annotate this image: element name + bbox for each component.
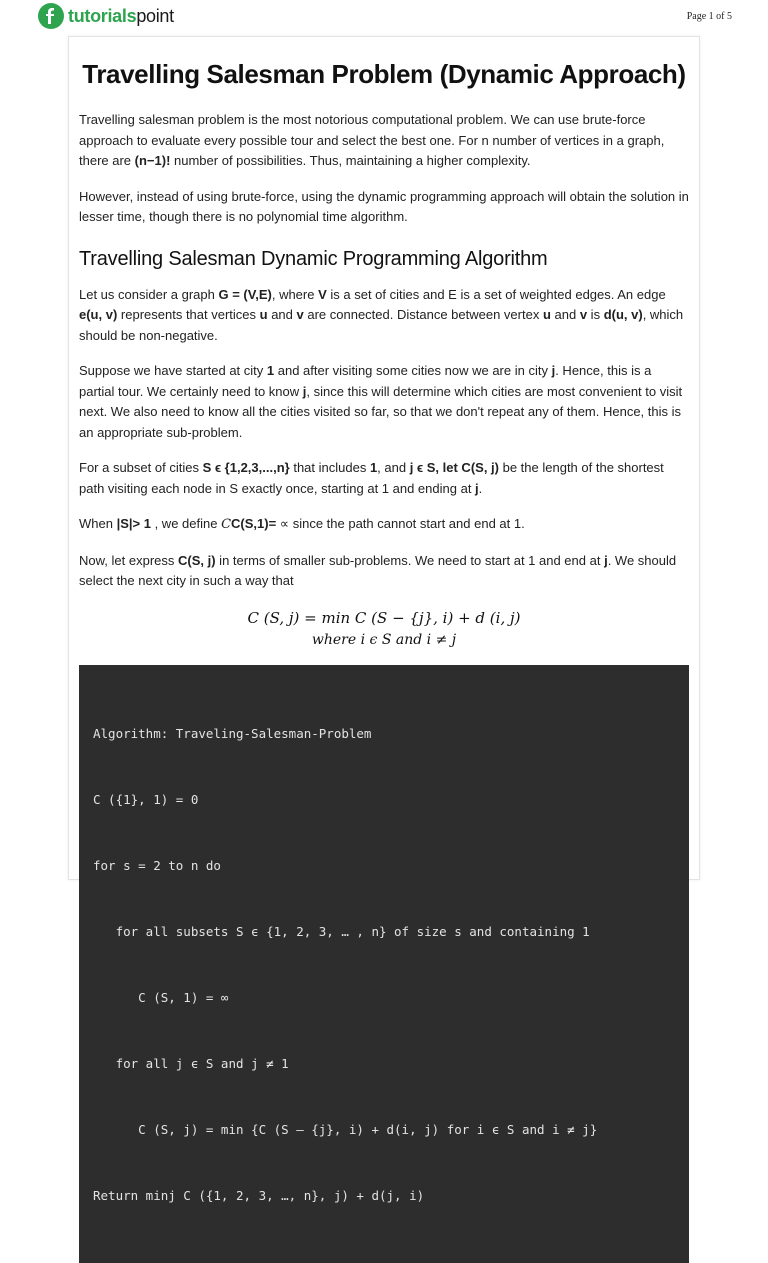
code-line: Algorithm: Traveling-Salesman-Problem <box>93 725 372 741</box>
text: is a set of cities and E is a set of weighted edges. An edge <box>326 286 666 302</box>
paragraph-intro-1 <box>79 110 689 172</box>
logo-text <box>68 6 174 27</box>
text-bold: |S|> 1 <box>116 516 151 531</box>
code-line: C (S, 1) = ∞ <box>93 989 229 1005</box>
code-line: C (S, j) = min {C (S – {j}, i) + d(i, j) for i ϵ S and i ≠ j} <box>93 1121 598 1137</box>
formula-line-1: C (S, j) = min C (S − {j}, i) + d (i, j) <box>247 608 521 627</box>
section-heading: Travelling Salesman Dynamic Programming Algorithm <box>79 247 548 270</box>
text-italic: C <box>221 517 232 532</box>
text: in terms of smaller sub-problems. We need to start at 1 and end at <box>215 552 605 568</box>
text: , where <box>271 286 319 302</box>
text-bold: C(S, j) <box>178 552 216 568</box>
text: represents that vertices <box>117 307 260 322</box>
text: Travelling salesman problem is the most notorious computational problem. We can use brute-force approach to evaluate every possible tour and select the best one. For n number of vertices in a graph, there are <box>79 112 665 168</box>
text-bold: j <box>302 383 307 399</box>
page-indicator: Page 1 of 5 <box>686 11 732 22</box>
text-bold: j <box>551 363 556 378</box>
article-title: Travelling Salesman Problem (Dynamic Approach) <box>82 59 686 89</box>
text: , which should be non-negative. <box>79 307 684 343</box>
article-card <box>68 36 700 1203</box>
text-bold: e(u, v) <box>79 307 118 322</box>
text: When <box>79 516 117 531</box>
text-bold: G = (V,E) <box>218 286 272 302</box>
paragraph-base-case <box>79 514 689 536</box>
text: . We should select the next city in such a way that <box>79 552 677 588</box>
tutorialspoint-logo[interactable] <box>38 3 174 29</box>
text-bold: j <box>604 552 608 568</box>
text-bold: v <box>579 307 588 322</box>
text: is <box>587 307 604 322</box>
text: . <box>478 480 483 496</box>
code-line: for s = 2 to n do <box>93 857 221 873</box>
text-bold: V <box>318 286 327 302</box>
paragraph-graph-definition <box>79 285 689 347</box>
code-line: Return minj C ({1, 2, 3, …, n}, j) + d(j, i) <box>93 1187 425 1203</box>
text-bold: S ϵ {1,2,3,...,n} <box>202 460 290 475</box>
text-bold: j <box>475 480 479 496</box>
code-block[interactable] <box>79 665 689 1263</box>
text: and after visiting some cities now we are in city <box>274 363 552 378</box>
page-header <box>0 0 768 34</box>
text-bold: C(S,1)= <box>231 516 277 531</box>
text: be the length of the shortest path visiting each node in S exactly once, starting at 1 and ending at <box>79 460 664 496</box>
text: . Hence, this is a partial tour. We certainly need to know <box>79 363 652 399</box>
text: number of possibilities. Thus, maintaining a higher complexity. <box>170 153 531 168</box>
paragraph-subset-definition <box>79 458 689 499</box>
paragraph-intro-2: However, instead of using brute-force, using the dynamic programming approach will obtain the solution in lesser time, though there is no polynomial time algorithm. <box>79 188 689 224</box>
text: and <box>267 307 297 322</box>
text-bold: u <box>542 307 551 322</box>
text: and <box>550 307 580 322</box>
text-bold: u <box>259 307 268 322</box>
text-bold: 1 <box>369 460 378 475</box>
text-bold: v <box>296 307 304 322</box>
text: that includes <box>289 460 370 475</box>
text: since the path cannot start and end at 1. <box>289 516 525 531</box>
code-line: for all subsets S ϵ {1, 2, 3, … , n} of size s and containing 1 <box>93 923 590 939</box>
logo-text-dark: point <box>136 5 174 26</box>
text: Suppose we have started at city <box>79 363 267 378</box>
recurrence-formula <box>79 607 689 651</box>
text: Let us consider a graph <box>79 286 219 302</box>
text: are connected. Distance between vertex <box>303 307 543 322</box>
code-line: C ({1}, 1) = 0 <box>93 791 199 807</box>
formula-line-2: where i ϵ S and i ≠ j <box>311 631 457 648</box>
code-line: for all j ϵ S and j ≠ 1 <box>93 1055 289 1071</box>
paragraph-subproblems <box>79 551 689 592</box>
text-bold: (n−1)! <box>134 153 171 168</box>
text: , we define <box>150 516 222 531</box>
paragraph-partial-tour <box>79 361 689 443</box>
text-bold: d(u, v) <box>603 307 643 322</box>
text-bold: 1 <box>266 363 275 378</box>
text: , since this will determine which cities are most convenient to visit next. We also need to know all the cities visited so far, so that we don't repeat any of them. Hence, this is an appropriate sub-problem. <box>79 383 683 440</box>
text: , and <box>377 460 410 475</box>
logo-text-green: tutorials <box>68 5 137 26</box>
text: Now, let express <box>79 552 178 568</box>
text-bold: j ϵ S, let C(S, j) <box>409 460 499 475</box>
text: ∝ <box>276 516 290 531</box>
text: For a subset of cities <box>79 460 203 475</box>
logo-mark-icon <box>38 3 64 29</box>
